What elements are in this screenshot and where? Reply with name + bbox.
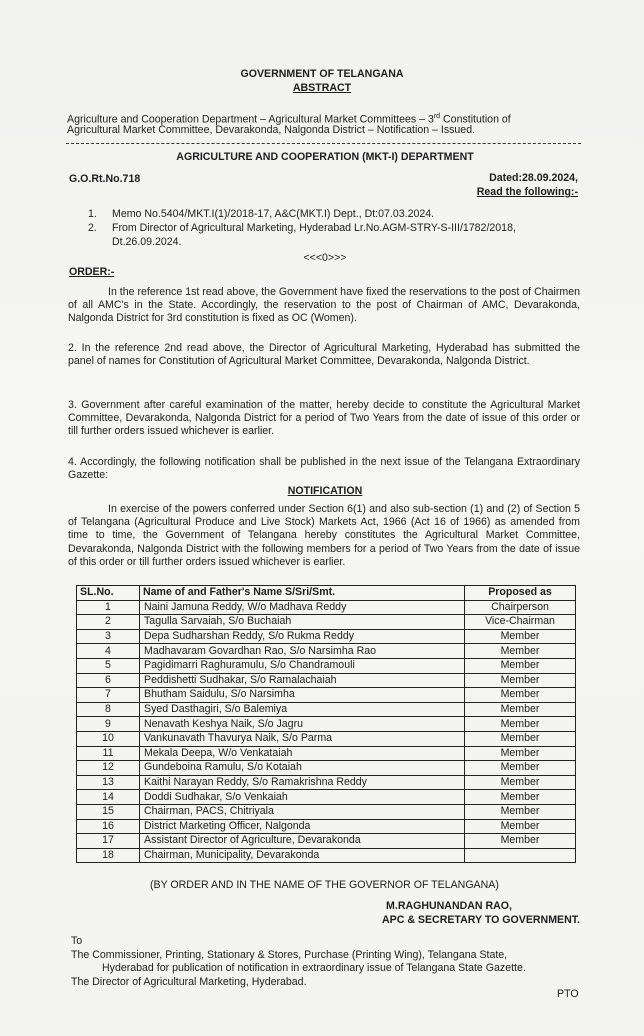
member-proposed bbox=[465, 848, 576, 863]
member-proposed: Member bbox=[465, 834, 576, 849]
member-proposed: Member bbox=[465, 761, 576, 776]
member-name: Chairman, Municipality, Devarakonda bbox=[140, 848, 465, 863]
member-proposed: Member bbox=[465, 717, 576, 732]
go-number: G.O.Rt.No.718 bbox=[69, 173, 141, 185]
member-slno: 13 bbox=[77, 775, 140, 790]
member-name: Tagulla Sarvaiah, S/o Buchaiah bbox=[140, 615, 465, 630]
table-row bbox=[77, 658, 576, 673]
order-paragraph-4: 4. Accordingly, the following notification shall be published in the next issue of the Telangana Extraordinary Gazette: bbox=[68, 456, 580, 482]
member-slno: 16 bbox=[77, 819, 140, 834]
member-name: Syed Dasthagiri, S/o Balemiya bbox=[140, 702, 465, 717]
reference-1-text: Memo No.5404/MKT.I(1)/2018-17, A&C(MKT.I) Dept., Dt:07.03.2024. bbox=[112, 208, 435, 220]
table-row bbox=[77, 644, 576, 659]
member-slno: 1 bbox=[77, 600, 140, 615]
member-name: Gundeboina Ramulu, S/o Kotaiah bbox=[140, 761, 465, 776]
government-title: GOVERNMENT OF TELANGANA bbox=[240, 68, 404, 80]
table-header-row bbox=[77, 586, 576, 601]
member-name: Vankunavath Thavurya Naik, S/o Parma bbox=[140, 731, 465, 746]
subject-part-a: Agriculture and Cooperation Department – Agricultural Market Committees – 3 bbox=[67, 113, 434, 126]
order-paragraph-3: 3. Government after careful examination of the matter, hereby decide to constitute the Agricultural Market Committee, Devarakonda, Nalgonda District for a period of Two Years from the date of issue of this order or till further orders issued whichever is earlier. bbox=[68, 399, 580, 438]
reference-2-num: 2. bbox=[88, 222, 97, 234]
member-proposed: Member bbox=[465, 644, 576, 659]
order-heading: ORDER:- bbox=[69, 266, 115, 278]
member-slno: 4 bbox=[77, 644, 140, 659]
member-name: Chairman, PACS, Chitriyala bbox=[140, 804, 465, 819]
reference-1-num: 1. bbox=[88, 208, 97, 220]
member-name: Kaithi Narayan Reddy, S/o Ramakrishna Reddy bbox=[140, 775, 465, 790]
member-proposed: Member bbox=[465, 658, 576, 673]
table-row bbox=[77, 731, 576, 746]
order-paragraph-1: In the reference 1st read above, the Government have fixed the reservations to the post of Chairmen of all AMC's in the State. Accordingly, the reservation to the post of Chairman of AMC, Devarakonda, Nalgonda District for 3rd constitution is fixed as OC (Women). bbox=[68, 286, 580, 325]
separator-mark: <<<0>>> bbox=[303, 252, 347, 264]
member-proposed: Member bbox=[465, 790, 576, 805]
member-slno: 3 bbox=[77, 629, 140, 644]
notification-heading: NOTIFICATION bbox=[287, 485, 363, 497]
member-slno: 7 bbox=[77, 688, 140, 703]
member-slno: 10 bbox=[77, 731, 140, 746]
table-row bbox=[77, 702, 576, 717]
member-proposed: Member bbox=[465, 819, 576, 834]
member-slno: 15 bbox=[77, 804, 140, 819]
member-slno: 8 bbox=[77, 702, 140, 717]
table-row bbox=[77, 834, 576, 849]
member-slno: 6 bbox=[77, 673, 140, 688]
header-slno: SL.No. bbox=[77, 586, 140, 601]
table-row bbox=[77, 673, 576, 688]
abstract-heading: ABSTRACT bbox=[292, 82, 352, 94]
member-slno: 9 bbox=[77, 717, 140, 732]
subject-part-b: Constitution of bbox=[440, 113, 511, 126]
table-row bbox=[77, 848, 576, 863]
member-name: Peddishetti Sudhakar, S/o Ramalachaiah bbox=[140, 673, 465, 688]
pto-mark: PTO bbox=[557, 988, 579, 1000]
table-row bbox=[77, 775, 576, 790]
to-label: To bbox=[71, 935, 83, 947]
member-proposed: Vice-Chairman bbox=[465, 615, 576, 630]
to-line-2: Hyderabad for publication of notification in extraordinary issue of Telangana State Gazette. bbox=[102, 962, 526, 974]
member-proposed: Member bbox=[465, 804, 576, 819]
table-row bbox=[77, 600, 576, 615]
table-row bbox=[77, 688, 576, 703]
to-line-3: The Director of Agricultural Marketing, Hyderabad. bbox=[71, 976, 307, 988]
member-proposed: Member bbox=[465, 746, 576, 761]
subject-line-2: Agricultural Market Committee, Devarakonda, Nalgonda District – Notification – Issued. bbox=[67, 124, 476, 136]
member-proposed: Chairperson bbox=[465, 600, 576, 615]
table-row bbox=[77, 804, 576, 819]
signatory-name: M.RAGHUNANDAN RAO, bbox=[386, 900, 512, 912]
member-slno: 14 bbox=[77, 790, 140, 805]
member-slno: 2 bbox=[77, 615, 140, 630]
member-proposed: Member bbox=[465, 673, 576, 688]
member-name: Naini Jamuna Reddy, W/o Madhava Reddy bbox=[140, 600, 465, 615]
member-name: Pagidimarri Raghuramulu, S/o Chandramouli bbox=[140, 658, 465, 673]
header-proposed: Proposed as bbox=[465, 586, 576, 601]
member-slno: 12 bbox=[77, 761, 140, 776]
member-name: Bhutham Saidulu, S/o Narsimha bbox=[140, 688, 465, 703]
subject-line-1: Agriculture and Cooperation Department – Agricultural Market Committees – 3rd Constitution of bbox=[67, 113, 511, 126]
department-heading: AGRICULTURE AND COOPERATION (MKT-I) DEPARTMENT bbox=[176, 151, 474, 163]
order-paragraph-2: 2. In the reference 2nd read above, the Director of Agricultural Marketing, Hyderabad has submitted the panel of names for Constitution of Agricultural Market Committee, Devarakonda, Nalgonda District. bbox=[68, 342, 580, 368]
member-name: Madhavaram Govardhan Rao, S/o Narsimha Rao bbox=[140, 644, 465, 659]
member-name: Nenavath Keshya Naik, S/o Jagru bbox=[140, 717, 465, 732]
member-name: Mekala Deepa, W/o Venkataiah bbox=[140, 746, 465, 761]
member-slno: 11 bbox=[77, 746, 140, 761]
members-table-body bbox=[77, 600, 576, 863]
dashed-divider bbox=[66, 143, 581, 144]
member-proposed: Member bbox=[465, 688, 576, 703]
signatory-title: APC & SECRETARY TO GOVERNMENT. bbox=[382, 914, 580, 926]
table-row bbox=[77, 819, 576, 834]
header-name: Name of and Father's Name S/Sri/Smt. bbox=[140, 586, 465, 601]
member-proposed: Member bbox=[465, 629, 576, 644]
go-date: Dated:28.09.2024, bbox=[489, 172, 578, 184]
member-proposed: Member bbox=[465, 775, 576, 790]
member-name: Depa Sudharshan Reddy, S/o Rukma Reddy bbox=[140, 629, 465, 644]
member-proposed: Member bbox=[465, 731, 576, 746]
table-row bbox=[77, 615, 576, 630]
table-row bbox=[77, 629, 576, 644]
table-row bbox=[77, 790, 576, 805]
table-row bbox=[77, 761, 576, 776]
reference-2-text: From Director of Agricultural Marketing, Hyderabad Lr.No.AGM-STRY-S-III/1782/2018, bbox=[112, 222, 516, 234]
member-name: District Marketing Officer, Nalgonda bbox=[140, 819, 465, 834]
read-following: Read the following:- bbox=[476, 186, 578, 198]
member-name: Doddi Sudhakar, S/o Venkaiah bbox=[140, 790, 465, 805]
member-proposed: Member bbox=[465, 702, 576, 717]
member-slno: 18 bbox=[77, 848, 140, 863]
member-slno: 5 bbox=[77, 658, 140, 673]
table-row bbox=[77, 717, 576, 732]
member-slno: 17 bbox=[77, 834, 140, 849]
by-order-line: (BY ORDER AND IN THE NAME OF THE GOVERNOR OF TELANGANA) bbox=[150, 879, 499, 891]
reference-2-date: Dt.26.09.2024. bbox=[112, 236, 182, 248]
member-name: Assistant Director of Agriculture, Devarakonda bbox=[140, 834, 465, 849]
members-table bbox=[76, 585, 576, 863]
to-line-1: The Commissioner, Printing, Stationary & Stores, Purchase (Printing Wing), Telangana State, bbox=[71, 949, 508, 961]
notification-paragraph: In exercise of the powers conferred under Section 6(1) and also sub-section (1) and (2) of Section 5 of Telangana (Agricultural Produce and Live Stock) Markets Act, 1966 (Act 16 of 1966) as amended from time to time, the Government of Telangana hereby constitutes the Agricultural Market Committee, Devarakonda, Nalgonda District with the following members for a period of Two Years from the date of issue of this order or till further orders issued whichever is earlier. bbox=[68, 503, 580, 568]
table-row bbox=[77, 746, 576, 761]
